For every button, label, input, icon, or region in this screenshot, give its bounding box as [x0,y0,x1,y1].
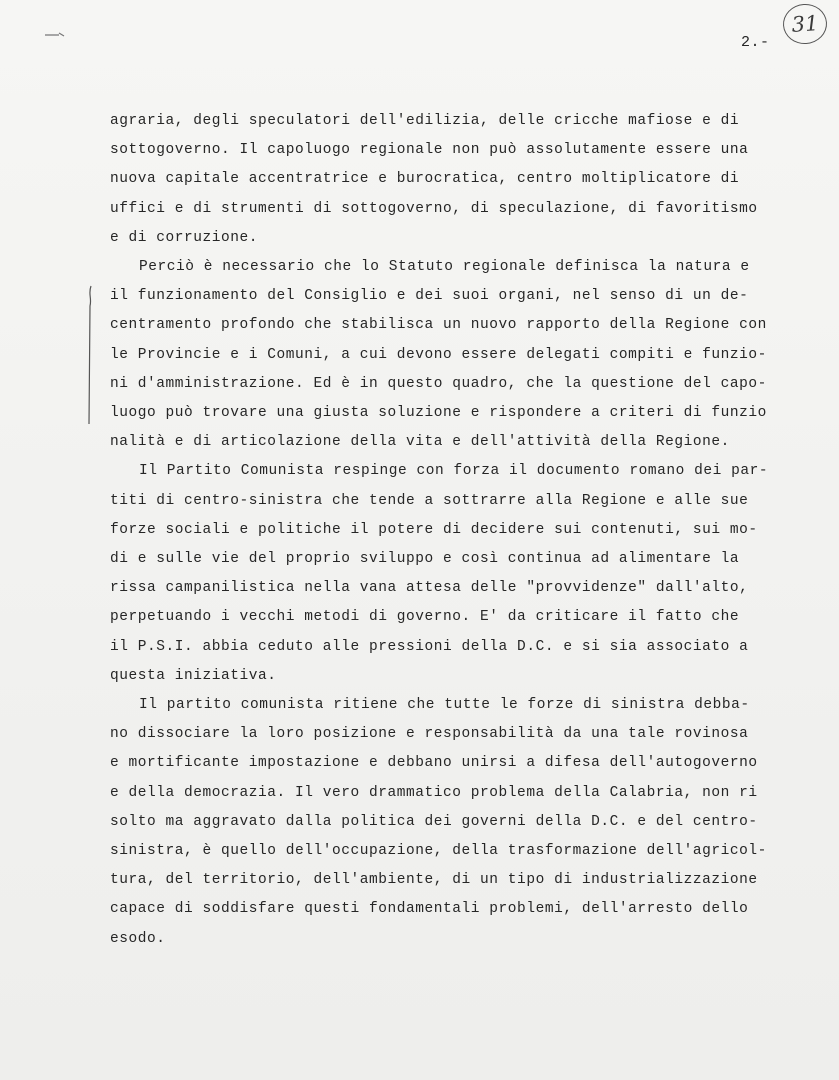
text-line: Il partito comunista ritiene che tutte le forze di sinistra debba- [139,697,750,714]
body-text [110,107,810,954]
page-number: 2.- [741,34,770,51]
text-line: e mortificante impostazione e debbano unirsi a difesa dell'autogoverno [110,755,758,772]
text-line: capace di soddisfare questi fondamentali problemi, dell'arresto dello [110,901,749,918]
text-line: e della democrazia. Il vero drammatico problema della Calabria, non ri [110,784,758,801]
archive-number-stamp: 31 [782,3,829,46]
text-line: le Provincie e i Comuni, a cui devono essere delegati compiti e funzio- [110,346,767,363]
text-line: titi di centro-sinistra che tende a sottrarre alla Regione e alle sue [110,492,749,509]
text-line: agraria, degli speculatori dell'edilizia, delle cricche mafiose e di [110,113,740,129]
text-line: di e sulle vie del proprio sviluppo e così continua ad alimentare la [110,551,740,568]
text-line: uffici e di strumenti di sottogoverno, di speculazione, di favoritismo [110,200,758,217]
text-line: solto ma aggravato dalla politica dei governi della D.C. e del centro- [110,813,758,830]
text-line: questa iniziativa. [110,667,277,684]
text-line: tura, del territorio, dell'ambiente, di un tipo di industrializzazione [110,872,758,889]
text-line: nuova capitale accentratrice e burocratica, centro moltiplicatore di [110,171,740,188]
text-line: e di corruzione. [110,229,259,246]
text-line: no dissociare la loro posizione e responsabilità da una tale rovinosa [110,726,749,743]
text-line: il P.S.I. abbia ceduto alle pressioni della D.C. e si sia associato a [110,638,749,655]
text-line: rissa campanilistica nella vana attesa delle "provvidenze" dall'alto, [110,580,749,597]
text-line: ni d'amministrazione. Ed è in questo quadro, che la questione del capo- [110,375,767,392]
text-line: forze sociali e politiche il potere di decidere sui contenuti, sui mo- [110,521,758,538]
paragraph [110,691,810,954]
text-line: centramento profondo che stabilisca un nuovo rapporto della Regione con [110,317,767,334]
paragraph [110,253,810,457]
text-line: perpetuando i vecchi metodi di governo. E' da criticare il fatto che [110,609,740,626]
text-line: sinistra, è quello dell'occupazione, della trasformazione dell'agricol- [110,843,767,860]
text-line: sottogoverno. Il capoluogo regionale non può assolutamente essere una [110,142,749,159]
text-line: esodo. [110,930,166,947]
text-line: nalità e di articolazione della vita e dell'attività della Regione. [110,434,730,451]
margin-annotation-line [84,284,94,426]
corner-pen-mark [44,32,66,38]
text-line: Perciò è necessario che lo Statuto regionale definisca la natura e [139,259,750,276]
text-line: luogo può trovare una giusta soluzione e rispondere a criteri di funzio [110,405,767,422]
paragraph [110,457,810,691]
paragraph [110,107,810,253]
text-line: Il Partito Comunista respinge con forza il documento romano dei par- [139,463,769,480]
text-line: il funzionamento del Consiglio e dei suoi organi, nel senso di un de- [110,288,749,305]
